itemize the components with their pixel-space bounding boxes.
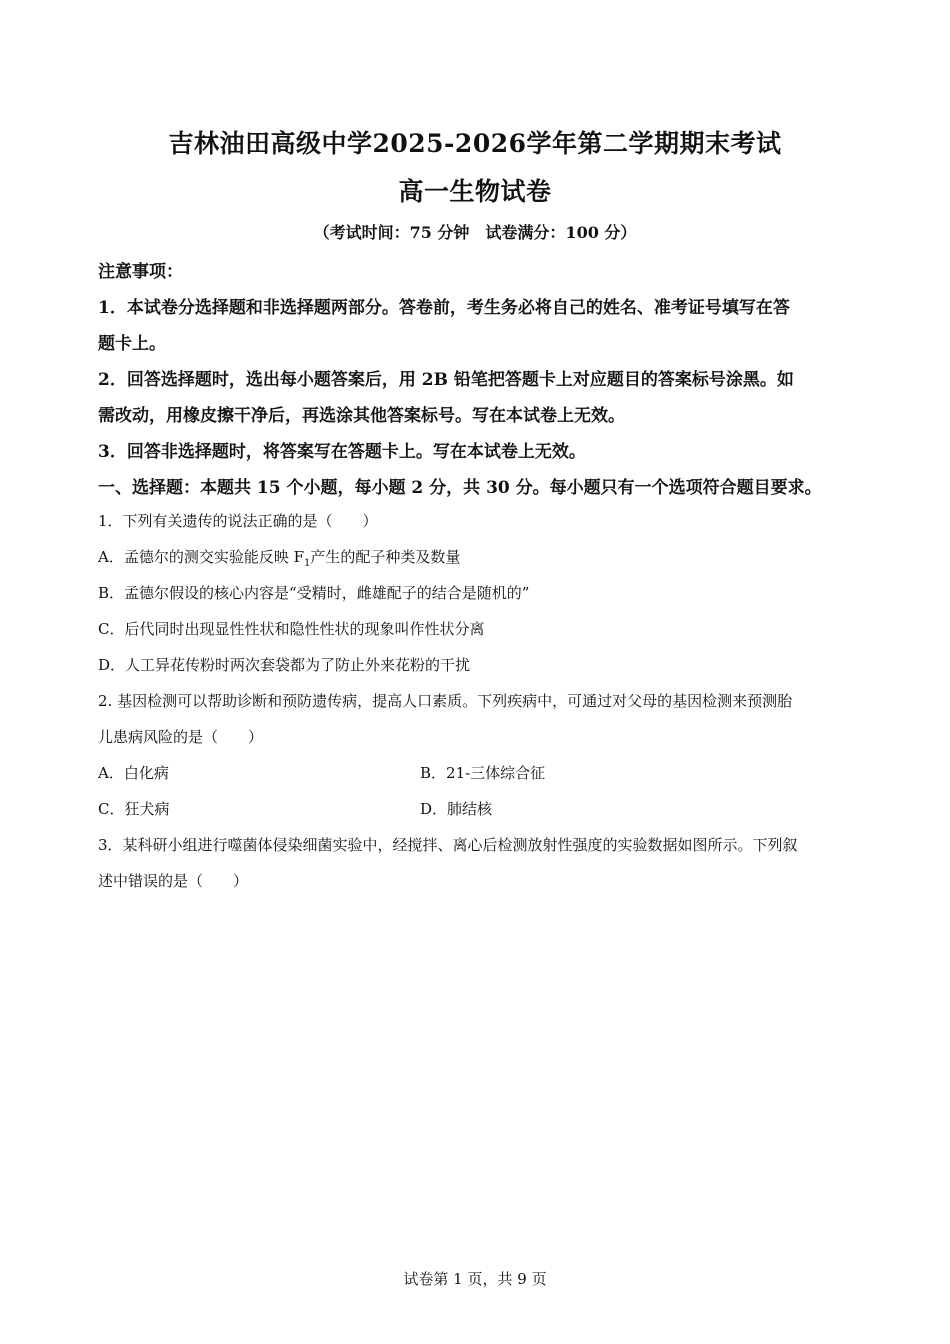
notice-item-3: 3．回答非选择题时，将答案写在答题卡上。写在本试卷上无效。 (98, 442, 586, 462)
question-2-option-b: B．21-三体综合征 (420, 764, 546, 782)
section-1-heading: 一、选择题：本题共 15 个小题，每小题 2 分，共 30 分。每小题只有一个选项符合题目要求。 (98, 478, 822, 498)
question-1-option-b: B．孟德尔假设的核心内容是“受精时，雌雄配子的结合是随机的” (98, 584, 530, 602)
question-2-option-a: A．白化病 (98, 764, 169, 782)
question-1-option-c: C．后代同时出现显性性状和隐性性状的现象叫作性状分离 (98, 620, 485, 638)
exam-info: （考试时间：75 分钟 试卷满分：100 分） (313, 223, 637, 242)
notice-item-2-line-1: 2．回答选择题时，选出每小题答案后，用 2B 铅笔把答题卡上对应题目的答案标号涂黑。如 (98, 370, 794, 390)
question-2-option-c: C．狂犬病 (98, 800, 170, 818)
question-1-option-d: D．人工异花传粉时两次套袋都为了防止外来花粉的干扰 (98, 656, 471, 674)
notice-item-1-line-1: 1．本试卷分选择题和非选择题两部分。答卷前，考生务必将自己的姓名、准考证号填写在答 (98, 298, 790, 318)
question-2-stem-line-2: 儿患病风险的是（ ） (98, 728, 264, 746)
question-1-option-a-sub: 1 (304, 558, 311, 569)
notice-item-2-line-2: 需改动，用橡皮擦干净后，再选涂其他答案标号。写在本试卷上无效。 (98, 406, 625, 426)
question-3-stem-line-1: 3．某科研小组进行噬菌体侵染细菌实验中，经搅拌、离心后检测放射性强度的实验数据如图所示。下列叙 (98, 836, 798, 854)
question-3-stem-line-2: 述中错误的是（ ） (98, 872, 249, 890)
question-1-option-a-post: 产生的配子种类及数量 (310, 548, 461, 566)
notice-item-1-line-2: 题卡上。 (98, 334, 166, 354)
exam-subject: 高一生物试卷 (398, 177, 552, 206)
question-1-stem: 1．下列有关遗传的说法正确的是（ ） (98, 512, 378, 530)
page-footer: 试卷第 1 页，共 9 页 (403, 1270, 547, 1288)
question-1-option-a (98, 546, 858, 569)
question-2-stem-line-1: 2. 基因检测可以帮助诊断和预防遗传病，提高人口素质。下列疾病中，可通过对父母的基因检测来预测胎 (98, 692, 793, 710)
notice-heading: 注意事项： (98, 262, 183, 282)
exam-title: 吉林油田高级中学2025-2026学年第二学期期末考试 (168, 129, 782, 158)
question-1-option-a-pre: A．孟德尔的测交实验能反映 F (98, 548, 305, 566)
question-2-option-d: D．肺结核 (420, 800, 493, 818)
